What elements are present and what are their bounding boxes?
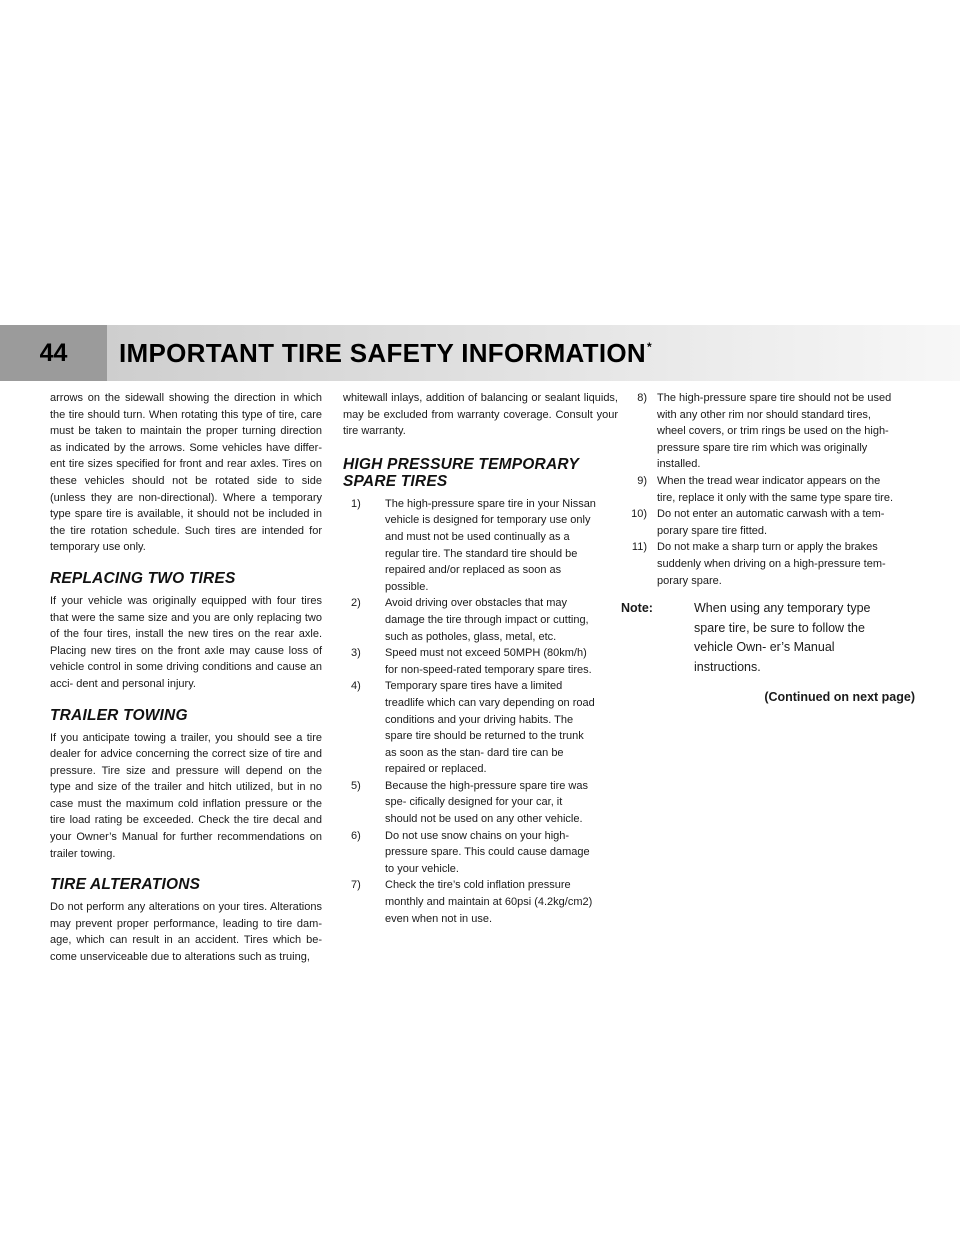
list-item-text: Do not enter an automatic carwash with a tem- porary spare tire fitted. [657,508,885,537]
list-item-number: 10) [631,508,647,521]
list-item [343,828,618,878]
list-item-text: The high-pressure spare tire in your Nissan vehicle is designed for temporary use only and must not be used continually as a regular tire. The standard tire should be repaired and/or replaced as soon as possible. [385,497,596,593]
list-item [343,678,618,778]
column-3 [621,390,921,706]
tire-alterations-heading: TIRE ALTERATIONS [50,876,201,894]
list-item-text: Do not make a sharp turn or apply the brakes suddenly when driving on a high-pressure tem- porary spare. [657,541,886,587]
list-item [621,473,921,506]
list-item-text: Do not use snow chains on your high-pressure spare. This could cause damage to your vehicle. [385,829,590,875]
list-item [343,595,618,645]
list-item [343,877,618,927]
note-label: Note: [621,601,653,616]
list-item-number: 2) [351,597,361,610]
warranty-continuation-paragraph: whitewall inlays, addition of balancing or sealant liquids, may be excluded from warranty coverage. Consult your tire warranty. [343,392,618,438]
list-item [343,645,618,678]
replacing-two-tires-paragraph: If your vehicle was originally equipped with four tires that were the same size and you are only replacing two of the four tires, install the new tires on the rear axle. Placing new tires on the front axle may cause loss of vehicle control in some driving conditions and cause an acci- dent and personal injury. [50,594,322,690]
list-item [621,539,921,589]
list-item-number: 9) [637,474,647,487]
spare-tire-list-continued [621,390,921,589]
trailer-towing-heading: TRAILER TOWING [50,706,188,724]
section-header [0,325,960,381]
list-item-number: 1) [351,497,361,510]
list-item-number: 8) [637,392,647,404]
list-item-text: Avoid driving over obstacles that may damage the tire through impact or cutting, such as potholes, glass, metal, etc. [385,597,589,643]
list-item-text: The high-pressure spare tire should not be used with any other rim nor should standard tires, wheel covers, or trim rings be used on the high-pressure spare tire rim which was originally installed. [657,392,892,471]
list-item-text: Temporary spare tires have a limited treadlife which can vary depending on road conditions and your driving habits. The spare tire should be returned to the trunk as soon as the stan- dard tire can be repaired or replaced. [385,680,595,776]
column-1 [50,390,322,966]
tire-alterations-paragraph: Do not perform any alterations on your tires. Alterations may prevent proper performance, leading to tire dam- age, which can result in an accident. Tires which be- come unserviceable due to alterations such as truing, [50,901,322,964]
list-item [343,496,618,596]
list-item-text: Speed must not exceed 50MPH (80km/h) for non-speed-rated temporary spare tires. [385,647,592,676]
section-title [119,325,652,381]
note-text: When using any temporary type spare tire, be sure to follow the vehicle Own- er’s Manual instructions. [694,601,871,674]
column-2 [343,390,618,927]
section-title-text: IMPORTANT TIRE SAFETY INFORMATION [119,337,646,368]
list-item-number: 4) [351,680,361,693]
list-item-number: 11) [631,541,647,554]
list-item [343,778,618,828]
list-item-number: 6) [351,829,361,842]
title-footnote-mark: * [647,340,652,354]
list-item-text: Because the high-pressure spare tire was spe- cifically designed for your car, it should not be used on any other vehicle. [385,779,588,826]
continued-on-next-page: (Continued on next page) [764,690,915,705]
list-item-number: 3) [351,647,361,660]
list-item-text: Check the tire’s cold inflation pressure monthly and maintain at 60psi (4.2kg/cm2) even when not in use. [385,879,593,925]
spare-tires-heading: HIGH PRESSURE TEMPORARY SPARE TIRES [343,455,579,490]
list-item [621,390,921,473]
rotation-continuation-paragraph: arrows on the sidewall showing the direction in which the tire should turn. When rotating this type of tire, care must be taken to maintain the proper turning direction as indicated by the arrows. Some vehicles have differ- ent tire sizes specified for front and rear axles. Tires on these vehicles should not be rotated side to side (unless they are non-directional). Where a temporary type spare tire is available, it should not be included in the tire rotation schedule. Such tires are intended for temporary use only. [50,392,322,554]
list-item-number: 7) [351,879,361,892]
list-item [621,506,921,539]
page-number: 44 [0,325,107,381]
list-item-text: When the tread wear indicator appears on the tire, replace it only with the same type spare tire. [657,474,893,504]
spare-tire-list [343,496,618,927]
list-item-number: 5) [351,779,361,792]
note [621,599,921,677]
replacing-two-tires-heading: REPLACING TWO TIRES [50,569,236,587]
trailer-towing-paragraph: If you anticipate towing a trailer, you should see a tire dealer for advice concerning the correct size of tire and pressure. Tire size and pressure will depend on the type and size of the trailer and hitch utilized, but in no case must the maximum cold inflation pressure or the tire load rating be exceeded. Check the tire decal and your Owner’s Manual for further recommendations on trailer towing. [50,731,322,860]
